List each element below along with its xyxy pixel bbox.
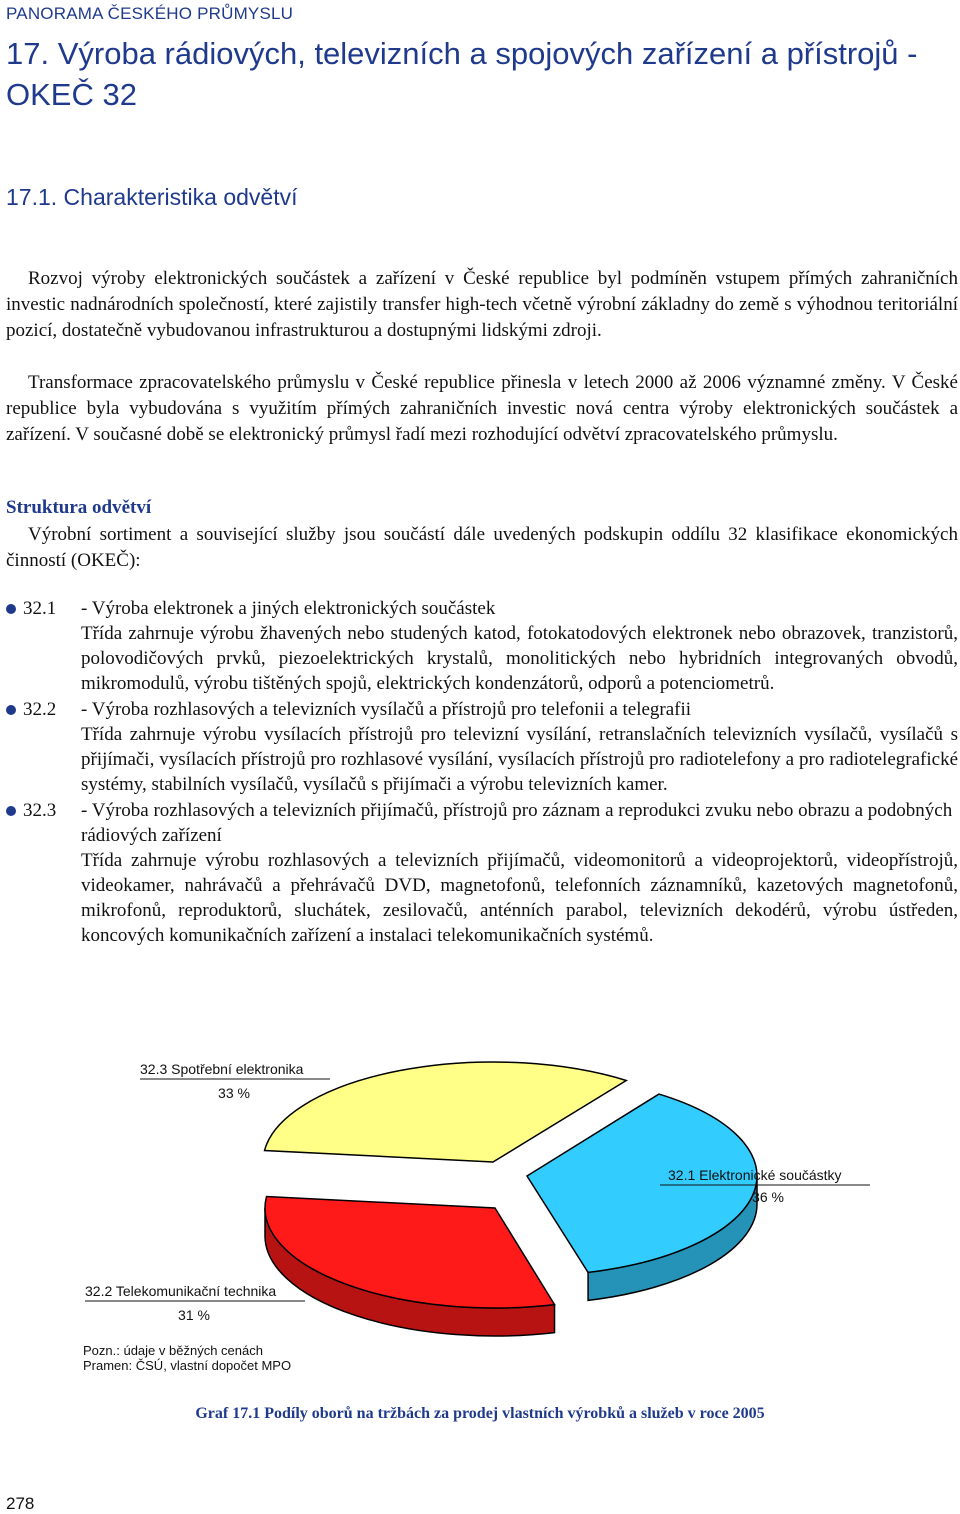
pie-slice-32-2 <box>265 1197 555 1336</box>
pie-slices <box>265 1062 757 1336</box>
slice-label: 32.2 Telekomunikační technika <box>85 1283 277 1299</box>
bullet-icon <box>6 806 16 816</box>
pie-chart-svg <box>0 1050 960 1350</box>
class-description: Třída zahrnuje výrobu vysílacích přístrojů pro televizní vysílání, retranslačních televizních vysílačů, vysílačů s přijímači, vysílacích přístrojů pro rozhlasové vysílání, vysílacích přístrojů pro radiotelefony a pro radiotelegrafické systémy, stabilních vysílačů, vysílačů s přijímači a výrobu televizních kamer. <box>81 724 958 795</box>
chart-caption: Graf 17.1 Podíly oborů na tržbách za prodej vlastních výrobků a služeb v roce 2005 <box>195 1405 765 1422</box>
chapter-title: 17. Výroba rádiových, televizních a spojových zařízení a přístrojů - OKEČ 32 <box>6 36 918 112</box>
chart-note: Pozn.: údaje v běžných cenách <box>83 1343 263 1358</box>
class-title: - Výroba rozhlasových a televizních přijímačů, přístrojů pro záznam a reprodukci zvuku nebo obrazu a podobných rádiových zařízení <box>81 800 953 846</box>
class-description: Třída zahrnuje výrobu rozhlasových a televizních přijímačů, videomonitorů a videoprojektorů, videopřístrojů, videokamer, nahrávačů a přehrávačů DVD, magnetofonů, telefonních záznamníků, kazetových magnetofonů, mikrofonů, reproduktorů, sluchátek, zesilovačů, anténních parabol, televizních dekodérů, výrobu ústředen, koncových komunikačních zařízení a instalaci telekomunikačních systémů. <box>81 850 958 946</box>
pie-slice-32-3 <box>265 1062 627 1162</box>
chart-source: Pramen: ČSÚ, vlastní dopočet MPO <box>83 1358 292 1373</box>
class-title: - Výroba rozhlasových a televizních vysílačů a přístrojů pro telefonii a telegrafii <box>81 699 692 720</box>
pie-slice-32-1 <box>527 1094 757 1300</box>
bullet-icon <box>6 604 16 614</box>
page-number: 278 <box>6 1494 35 1513</box>
pie-slice-top <box>265 1062 627 1162</box>
class-item-32-1 <box>6 596 958 696</box>
class-code: 32.2 <box>23 699 57 720</box>
pie-chart <box>0 1050 960 1350</box>
slice-value-label: 33 % <box>218 1085 250 1101</box>
class-item-32-2 <box>6 697 958 797</box>
running-header: PANORAMA ČESKÉHO PRŮMYSLU <box>6 4 294 23</box>
paragraph-intro: Rozvoj výroby elektronických součástek a zařízení v České republice byl podmíněn vstupem přímých zahraničních investic nadnárodních společností, které zajistily transfer high-tech včetně výrobní základny do země s výhodnou teritoriální pozicí, dostatečně vybudovanou infrastrukturou a dostupnými lidskými zdroji. <box>6 268 958 341</box>
class-title: - Výroba elektronek a jiných elektronických součástek <box>81 598 496 619</box>
slice-label: 32.3 Spotřební elektronika <box>140 1061 304 1077</box>
class-item-32-3 <box>6 798 958 948</box>
class-description: Třída zahrnuje výrobu žhavených nebo studených katod, fotokatodových elektronek nebo obrazovek, tranzistorů, polovodičových prvků, piezoelektrických krystalů, monolitických nebo hybridních integrovaných obvodů, mikromodulů, výrobu tištěných spojů, elektrických kondenzátorů, odporů a potenciometrů. <box>81 623 958 694</box>
label-group-32-2 <box>85 1283 305 1323</box>
class-list <box>6 596 958 948</box>
section-title: 17.1. Charakteristika odvětví <box>6 184 298 210</box>
paragraph-structure: Výrobní sortiment a související služby jsou součástí dále uvedených podskupin oddílu 32 klasifikace ekonomických činností (OKEČ): <box>6 524 958 571</box>
class-code: 32.3 <box>23 800 57 821</box>
structure-heading: Struktura odvětví <box>6 497 152 518</box>
slice-label: 32.1 Elektronické součástky <box>668 1167 842 1183</box>
paragraph-transformation: Transformace zpracovatelského průmyslu v České republice přinesla v letech 2000 až 2006 významné změny. V České republice byla vybudována s využitím přímých zahraničních investic nová centra výroby elektronických součástek a zařízení. V současné době se elektronický průmysl řadí mezi rozhodující odvětví zpracovatelského průmyslu. <box>6 372 958 445</box>
label-group-32-3 <box>140 1061 330 1101</box>
slice-value-label: 31 % <box>178 1307 210 1323</box>
bullet-icon <box>6 705 16 715</box>
class-code: 32.1 <box>23 598 57 619</box>
slice-value-label: 36 % <box>752 1189 784 1205</box>
